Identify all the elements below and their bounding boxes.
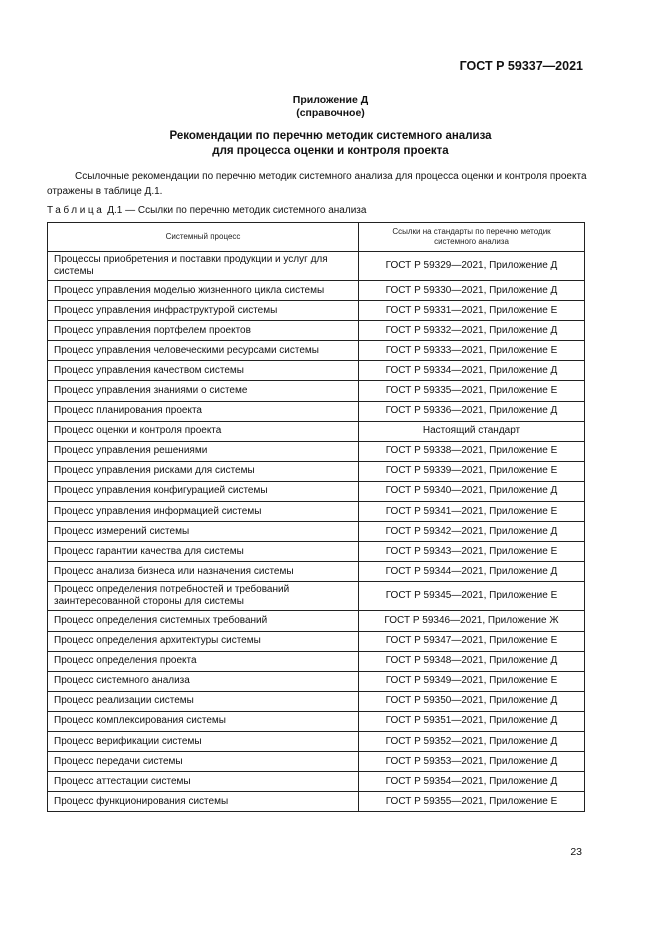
reference-cell: ГОСТ Р 59332—2021, Приложение Д [359,321,585,341]
table-row [48,441,585,461]
page-title [0,129,661,159]
reference-cell: ГОСТ Р 59329—2021, Приложение Д [359,252,585,281]
reference-cell: ГОСТ Р 59353—2021, Приложение Д [359,752,585,772]
table-row [48,341,585,361]
process-cell: Процесс системного анализа [48,671,359,691]
process-cell: Процесс комплексирования системы [48,711,359,731]
process-cell: Процесс управления человеческими ресурсами системы [48,341,359,361]
intro-line-2: отражены в таблице Д.1. [47,185,163,197]
reference-cell: ГОСТ Р 59341—2021, Приложение Е [359,502,585,522]
process-cell: Процесс верификации системы [48,731,359,751]
table-row [48,401,585,421]
table-row [48,582,585,611]
reference-cell: ГОСТ Р 59334—2021, Приложение Д [359,361,585,381]
reference-cell: ГОСТ Р 59355—2021, Приложение Е [359,792,585,812]
table-caption-text: Д.1 — Ссылки по перечню методик системного анализа [107,205,367,216]
reference-cell: ГОСТ Р 59339—2021, Приложение Е [359,461,585,481]
standard-code: ГОСТ Р 59337—2021 [459,59,583,73]
reference-cell: ГОСТ Р 59346—2021, Приложение Ж [359,611,585,631]
process-cell: Процесс оценки и контроля проекта [48,421,359,441]
intro-paragraph [47,170,587,199]
process-cell: Процесс управления рисками для системы [48,461,359,481]
table-row [48,651,585,671]
process-cell: Процесс функционирования системы [48,792,359,812]
process-cell: Процесс определения архитектуры системы [48,631,359,651]
process-cell: Процесс управления портфелем проектов [48,321,359,341]
reference-cell: ГОСТ Р 59343—2021, Приложение Е [359,542,585,562]
reference-cell: ГОСТ Р 59333—2021, Приложение Е [359,341,585,361]
process-cell: Процесс измерений системы [48,522,359,542]
table-row [48,461,585,481]
table-row [48,522,585,542]
process-cell: Процесс управления моделью жизненного цикла системы [48,281,359,301]
process-cell: Процесс управления инфраструктурой системы [48,301,359,321]
table-row [48,772,585,792]
reference-cell: ГОСТ Р 59335—2021, Приложение Е [359,381,585,401]
header-standard-references [359,223,585,252]
reference-cell: ГОСТ Р 59342—2021, Приложение Д [359,522,585,542]
title-line-2: для процесса оценки и контроля проекта [212,145,449,157]
reference-cell: ГОСТ Р 59344—2021, Приложение Д [359,562,585,582]
title-line-1: Рекомендации по перечню методик системного анализа [169,130,492,142]
process-cell: Процесс определения системных требований [48,611,359,631]
process-cell: Процесс управления знаниями о системе [48,381,359,401]
process-cell: Процесс определения проекта [48,651,359,671]
table-row [48,421,585,441]
annex-status: (справочное) [296,107,365,119]
table-row [48,731,585,751]
table-row [48,691,585,711]
reference-cell: ГОСТ Р 59350—2021, Приложение Д [359,691,585,711]
reference-cell: ГОСТ Р 59351—2021, Приложение Д [359,711,585,731]
process-cell: Процесс аттестации системы [48,772,359,792]
table-row [48,381,585,401]
reference-cell: ГОСТ Р 59338—2021, Приложение Е [359,441,585,461]
annex-heading [0,94,661,120]
process-cell: Процесс определения потребностей и требований заинтересованной стороны для системы [48,582,359,611]
reference-cell: ГОСТ Р 59331—2021, Приложение Е [359,301,585,321]
process-cell: Процесс управления информацией системы [48,502,359,522]
table-caption [47,205,366,216]
process-cell: Процесс управления качеством системы [48,361,359,381]
table-caption-word: Таблица [47,205,105,216]
header-ref-line-1: Ссылки на стандарты по перечню методик [392,227,551,236]
reference-cell: ГОСТ Р 59349—2021, Приложение Е [359,671,585,691]
process-cell: Процесс передачи системы [48,752,359,772]
table-row [48,671,585,691]
table-row [48,502,585,522]
reference-cell: ГОСТ Р 59336—2021, Приложение Д [359,401,585,421]
table-row [48,611,585,631]
table-row [48,321,585,341]
annex-label: Приложение Д [292,94,369,106]
process-cell: Процесс управления конфигурацией системы [48,481,359,501]
table-row [48,301,585,321]
header-ref-line-2: системного анализа [434,237,509,246]
table-row [48,252,585,281]
process-cell: Процесс управления решениями [48,441,359,461]
table-row [48,361,585,381]
references-table [47,222,585,812]
table-row [48,562,585,582]
reference-cell: ГОСТ Р 59345—2021, Приложение Е [359,582,585,611]
table-body [48,252,585,812]
process-cell: Процесс реализации системы [48,691,359,711]
table-row [48,792,585,812]
process-cell: Процесс гарантии качества для системы [48,542,359,562]
process-cell: Процесс анализа бизнеса или назначения системы [48,562,359,582]
reference-cell: ГОСТ Р 59330—2021, Приложение Д [359,281,585,301]
table-row [48,281,585,301]
process-cell: Процессы приобретения и поставки продукции и услуг для системы [48,252,359,281]
process-cell: Процесс планирования проекта [48,401,359,421]
table-row [48,481,585,501]
table-header-row [48,223,585,252]
intro-line-1: Ссылочные рекомендации по перечню методик системного анализа для процесса оценки и контроля проекта [75,171,587,182]
reference-cell: ГОСТ Р 59347—2021, Приложение Е [359,631,585,651]
reference-cell: Настоящий стандарт [359,421,585,441]
table-row [48,711,585,731]
table-row [48,631,585,651]
table-row [48,752,585,772]
reference-cell: ГОСТ Р 59348—2021, Приложение Д [359,651,585,671]
page-number: 23 [570,846,582,858]
header-system-process: Системный процесс [48,223,359,252]
reference-cell: ГОСТ Р 59352—2021, Приложение Д [359,731,585,751]
reference-cell: ГОСТ Р 59354—2021, Приложение Д [359,772,585,792]
reference-cell: ГОСТ Р 59340—2021, Приложение Д [359,481,585,501]
table-row [48,542,585,562]
